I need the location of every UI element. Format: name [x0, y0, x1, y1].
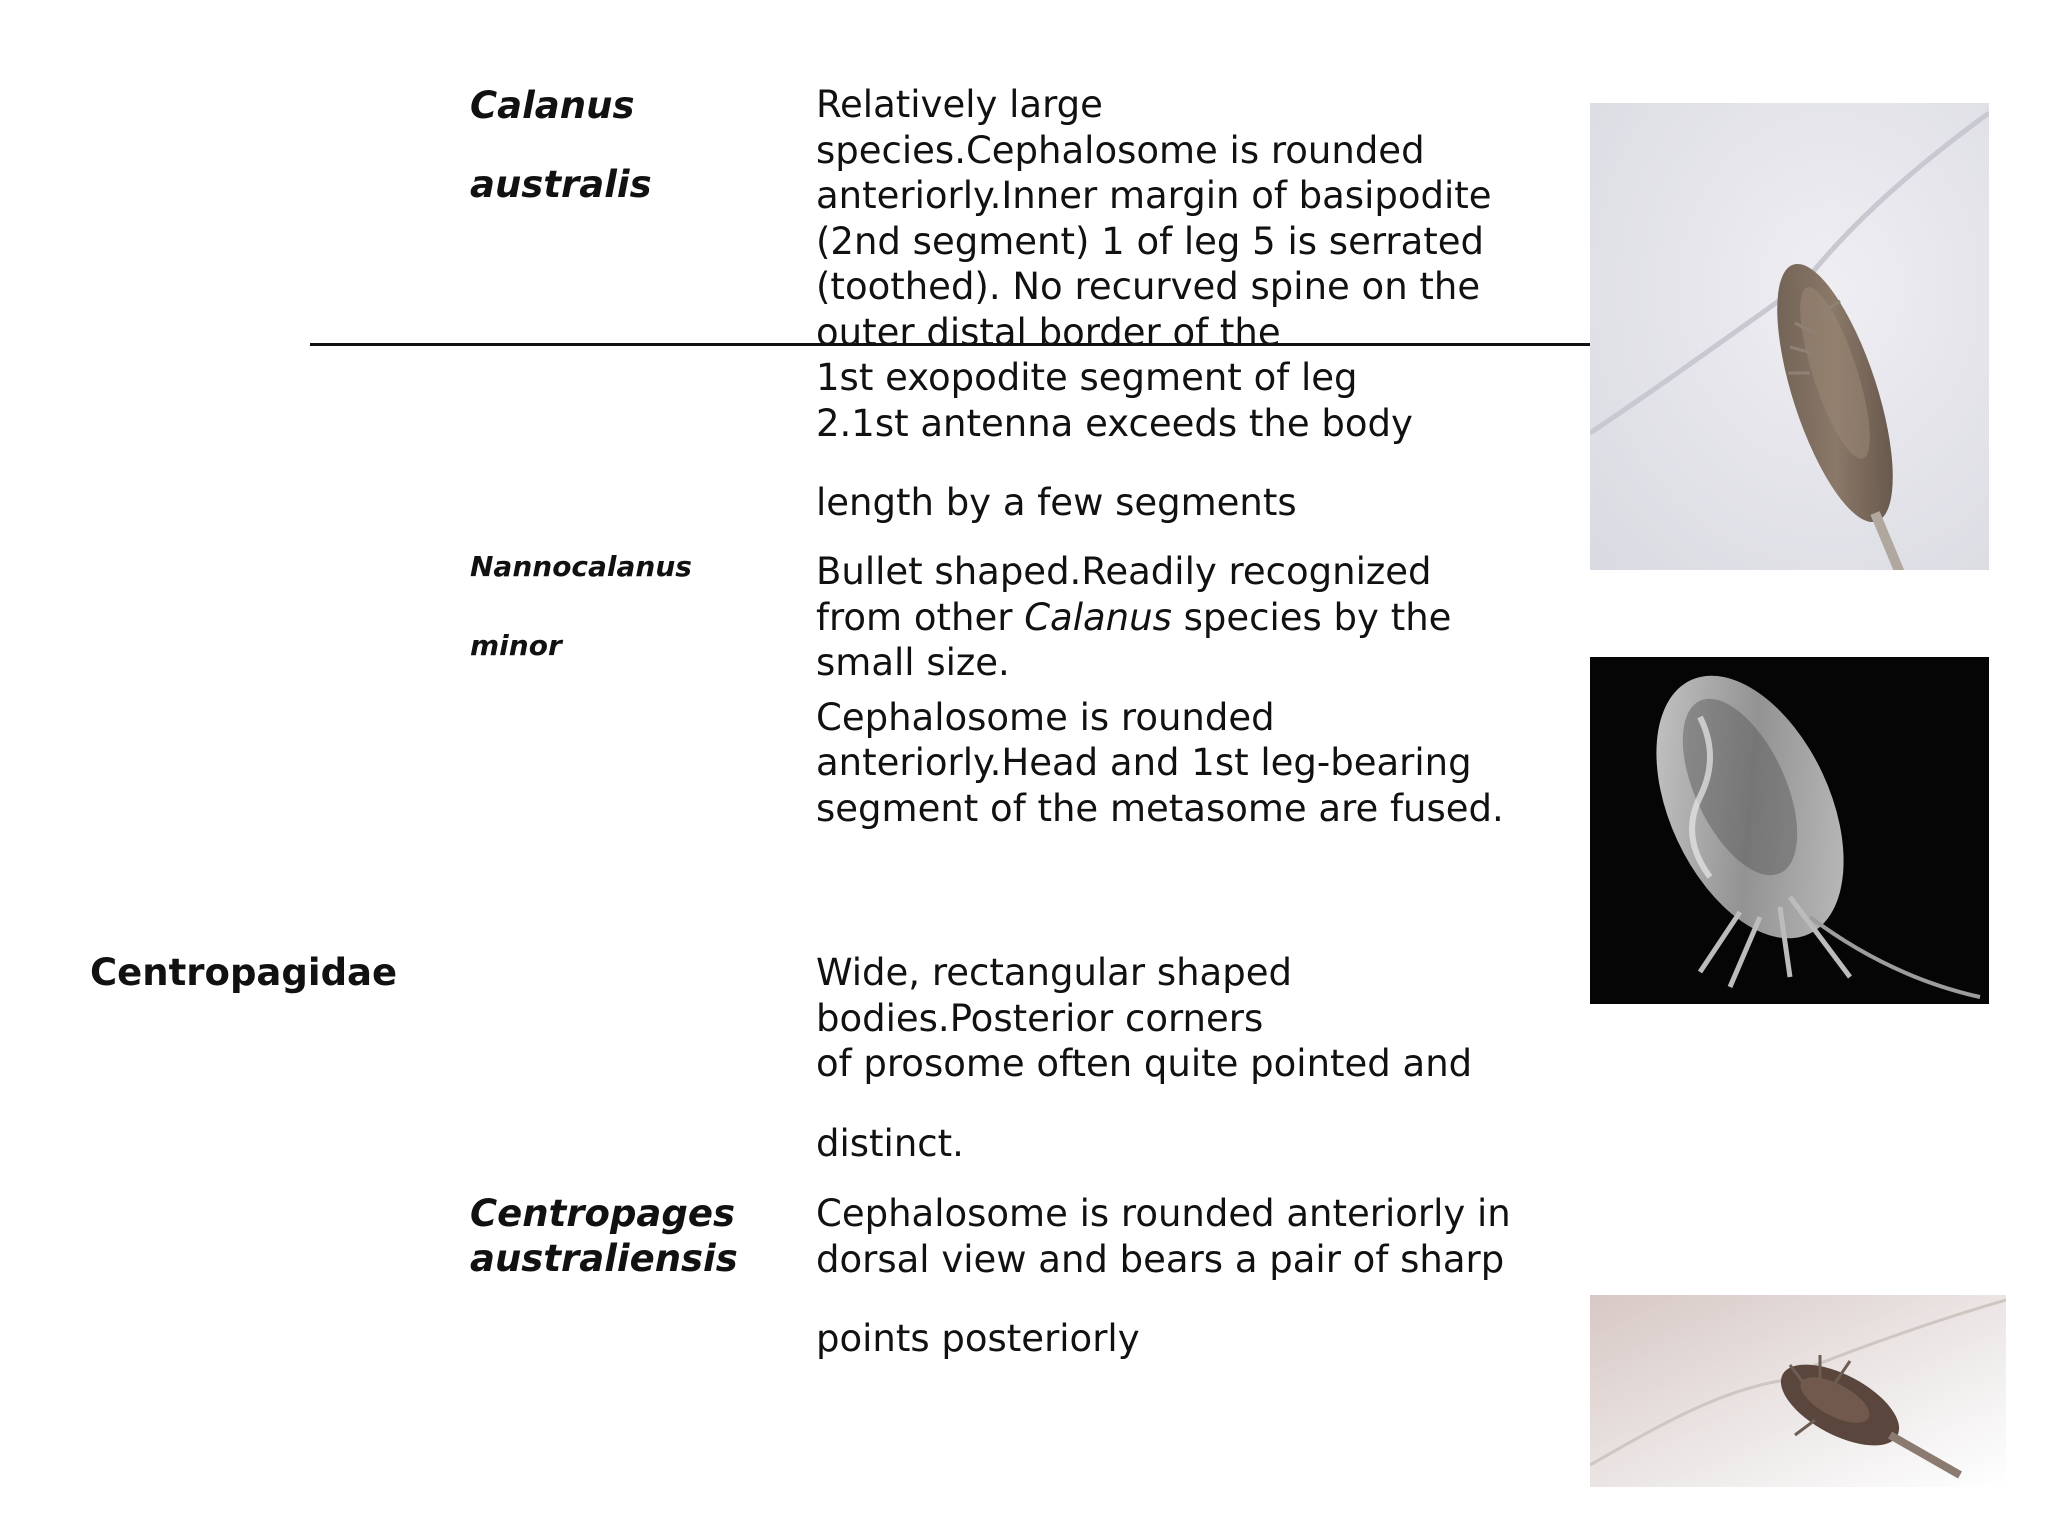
species-name-centropages-australiensis	[470, 1191, 738, 1281]
description-line: species.Cephalosome is rounded	[816, 128, 1425, 172]
species-name-nannocalanus-minor	[470, 527, 692, 685]
species-name-line: Calanus	[470, 84, 635, 127]
description-line: Wide, rectangular shaped	[816, 951, 1292, 994]
description-line: (2nd segment) 1 of leg 5 is serrated	[816, 219, 1485, 263]
species-name-line: minor	[470, 629, 562, 662]
species-name-line: australis	[470, 163, 652, 206]
description-centropages-australiensis	[816, 1191, 1511, 1362]
description-text: species by the	[1171, 595, 1452, 639]
description-line: Relatively large	[816, 83, 1103, 126]
copepod-illustration	[1590, 1295, 2006, 1487]
family-name-centropagidae: Centropagidae	[90, 951, 398, 994]
description-line: anteriorly.Inner margin of basipodite	[816, 174, 1492, 217]
description-calanus-australis	[816, 82, 1492, 526]
description-line: points posteriorly	[816, 1317, 1140, 1360]
species-name-line: Centropages	[470, 1192, 735, 1235]
description-line: small size.	[816, 641, 1010, 684]
description-line: dorsal view and bears a pair of sharp	[816, 1237, 1505, 1281]
species-name-line: Nannocalanus	[470, 550, 692, 583]
description-line: anteriorly.Head and 1st leg-bearing	[816, 741, 1472, 784]
description-line: segment of the metasome are fused.	[816, 786, 1504, 830]
copepod-illustration	[1590, 103, 1989, 570]
description-line: length by a few segments	[816, 481, 1297, 524]
description-line: distinct.	[816, 1121, 964, 1165]
description-nannocalanus-minor	[816, 549, 1504, 831]
species-name-calanus-australis	[470, 66, 652, 224]
description-line: 2.1st antenna exceeds the body	[816, 401, 1413, 445]
description-centropagidae	[816, 950, 1472, 1166]
species-name-line: australiensis	[470, 1237, 738, 1280]
copepod-photo-centropages	[1590, 1295, 2006, 1487]
copepod-photo-nannocalanus	[1590, 657, 1989, 1004]
description-line: of prosome often quite pointed and	[816, 1042, 1473, 1085]
copepod-photo-calanus	[1590, 103, 1989, 570]
description-line: bodies.Posterior corners	[816, 996, 1264, 1040]
description-line-mixed	[816, 595, 1504, 641]
description-line: outer distal border of the	[816, 310, 1281, 354]
description-line: Cephalosome is rounded anteriorly in	[816, 1192, 1511, 1235]
description-text: from other	[816, 595, 1025, 639]
genus-name-italic: Calanus	[1024, 595, 1172, 639]
description-line: 1st exopodite segment of leg	[816, 356, 1358, 399]
copepod-illustration	[1590, 657, 1989, 1004]
description-line: (toothed). No recurved spine on the	[816, 265, 1481, 308]
description-line: Cephalosome is rounded	[816, 695, 1275, 739]
description-line: Bullet shaped.Readily recognized	[816, 550, 1432, 593]
